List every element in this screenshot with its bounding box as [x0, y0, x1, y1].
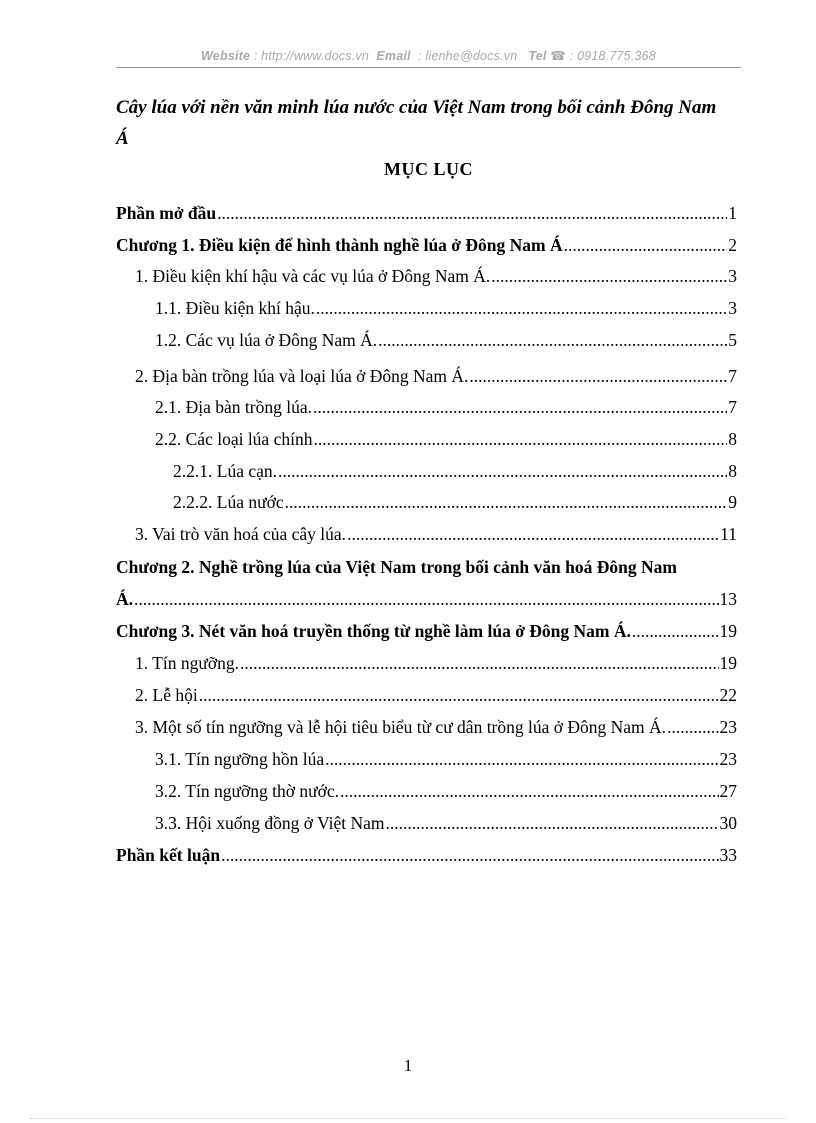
- toc-leader-dots: [313, 397, 727, 418]
- toc-entry-2-2-1[interactable]: [173, 461, 737, 485]
- toc-leader-dots: [285, 492, 728, 513]
- toc-entry-ch3-3-1[interactable]: [155, 749, 737, 773]
- toc-leader-dots: [278, 461, 727, 482]
- toc-entry-page: 3: [728, 298, 737, 318]
- toc-entry-conclusion[interactable]: [116, 845, 737, 869]
- website-label: Website: [201, 49, 251, 63]
- toc-entry-2-2[interactable]: [155, 429, 737, 453]
- toc-entry-page: 30: [719, 813, 737, 833]
- toc-entry-ch3-1[interactable]: [135, 653, 737, 677]
- toc-leader-dots: [217, 203, 727, 224]
- email-value: : lienhe@docs.vn: [418, 49, 518, 63]
- toc-leader-dots: [386, 813, 719, 834]
- page-header: [116, 48, 741, 63]
- toc-entry-chapter-3[interactable]: [116, 621, 737, 645]
- toc-entry-1-1[interactable]: [155, 298, 737, 322]
- toc-entry-label: Phần mở đầu: [116, 203, 217, 223]
- toc-entry-label: Chương 1. Điều kiện để hình thành nghề lúa ở Đông Nam Á: [116, 235, 563, 255]
- toc-entry-label: Á.: [116, 589, 134, 609]
- tel-label: Tel: [528, 49, 547, 63]
- toc-entry-label: 2.2. Các loại lúa chính: [155, 429, 313, 449]
- phone-icon: ☎: [550, 49, 567, 63]
- toc-entry-page: 2: [728, 235, 737, 255]
- toc-leader-dots: [340, 781, 719, 802]
- toc-leader-dots: [632, 621, 719, 642]
- toc-entry-page: 19: [719, 621, 737, 641]
- toc-entry-label: Chương 3. Nét văn hoá truyền thống từ nghề làm lúa ở Đông Nam Á.: [116, 621, 631, 641]
- toc-entry-page: 27: [719, 781, 737, 801]
- toc-entry-label: 3. Vai trò văn hoá của cây lúa.: [135, 524, 347, 544]
- toc-entry-ch3-3-2[interactable]: [155, 781, 737, 805]
- toc-leader-dots: [667, 717, 718, 738]
- toc-entry-page: 22: [719, 685, 737, 705]
- toc-entry-1-2[interactable]: [155, 330, 737, 354]
- toc-entry-chapter-1[interactable]: [116, 235, 737, 259]
- toc-entry-intro[interactable]: [116, 203, 737, 227]
- document-title-line1: Cây lúa với nền văn minh lúa nước của Việt Nam trong bối cảnh Đông Nam: [116, 97, 717, 118]
- toc-entry-page: 11: [720, 524, 737, 544]
- toc-entry-page: 7: [728, 397, 737, 417]
- toc-heading: MỤC LỤC: [384, 159, 473, 179]
- toc-entry-page: 9: [728, 492, 737, 512]
- toc-leader-dots: [491, 266, 727, 287]
- toc-leader-dots: [221, 845, 718, 866]
- page-number: 1: [403, 1056, 413, 1075]
- toc-entry-label: 1. Tín ngưỡng.: [135, 653, 239, 673]
- toc-entry-label: 2. Lễ hội: [135, 685, 198, 705]
- toc-leader-dots: [134, 589, 718, 610]
- toc-entry-label: 3. Một số tín ngưỡng và lễ hội tiêu biểu từ cư dân trồng lúa ở Đông Nam Á.: [135, 717, 667, 737]
- toc-entry-page: 8: [728, 461, 737, 481]
- document-title: [116, 92, 741, 154]
- toc-entry-2-2-2[interactable]: [173, 492, 737, 516]
- toc-entry-chapter-2[interactable]: [116, 589, 737, 613]
- header-divider: [116, 67, 741, 68]
- toc-leader-dots: [316, 298, 727, 319]
- toc-entry-label: 2.2.2. Lúa nước: [173, 492, 284, 512]
- toc-entry-label: 3.2. Tín ngưỡng thờ nước.: [155, 781, 339, 801]
- toc-entry-page: 8: [728, 429, 737, 449]
- toc-entry-2-1[interactable]: [155, 397, 737, 421]
- tel-value: : 0918.775.368: [569, 49, 656, 63]
- toc-entry-ch3-3-3[interactable]: [155, 813, 737, 837]
- toc-entry-label: 2. Địa bàn trồng lúa và loại lúa ở Đông Nam Á.: [135, 366, 469, 386]
- toc-leader-dots: [313, 429, 727, 450]
- toc-entry-ch3-2[interactable]: [135, 685, 737, 709]
- toc-entry-page: 7: [728, 366, 737, 386]
- document-title-line2: Á: [116, 128, 129, 149]
- toc-entry-2[interactable]: [135, 366, 737, 390]
- toc-entry-page: 5: [728, 330, 737, 350]
- website-value: : http://www.docs.vn: [253, 49, 369, 63]
- toc-leader-dots: [564, 235, 728, 256]
- toc-entry-label: Phần kết luận: [116, 845, 221, 865]
- toc-entry-chapter-2-line1[interactable]: Chương 2. Nghề trồng lúa của Việt Nam trong bối cảnh văn hoá Đông Nam: [116, 557, 677, 577]
- toc-leader-dots: [199, 685, 719, 706]
- toc-entry-label: 1.1. Điều kiện khí hậu.: [155, 298, 315, 318]
- toc-entry-page: 1: [728, 203, 737, 223]
- toc-entry-page: 23: [719, 749, 737, 769]
- toc-entry-3[interactable]: [135, 524, 737, 548]
- toc-entry-page: 23: [719, 717, 737, 737]
- toc-entry-label: 1.2. Các vụ lúa ở Đông Nam Á.: [155, 330, 378, 350]
- toc-leader-dots: [240, 653, 719, 674]
- toc-leader-dots: [378, 330, 727, 351]
- toc-leader-dots: [347, 524, 719, 545]
- toc-entry-page: 19: [719, 653, 737, 673]
- toc-entry-label: 2.1. Địa bàn trồng lúa.: [155, 397, 312, 417]
- toc-entry-page: 3: [728, 266, 737, 286]
- toc-entry-page: 13: [719, 589, 737, 609]
- toc-leader-dots: [325, 749, 718, 770]
- toc-entry-ch3-3[interactable]: [135, 717, 737, 741]
- toc-entry-label: 3.1. Tín ngưỡng hồn lúa: [155, 749, 325, 769]
- toc-entry-page: 33: [719, 845, 737, 865]
- toc-entry-label: 2.2.1. Lúa cạn.: [173, 461, 277, 481]
- page-bottom-divider: [30, 1118, 786, 1119]
- toc-entry-label: 1. Điều kiện khí hậu và các vụ lúa ở Đông Nam Á.: [135, 266, 491, 286]
- email-label: Email: [376, 49, 411, 63]
- toc-leader-dots: [469, 366, 727, 387]
- toc-entry-1[interactable]: [135, 266, 737, 290]
- toc-entry-label: 3.3. Hội xuống đồng ở Việt Nam: [155, 813, 385, 833]
